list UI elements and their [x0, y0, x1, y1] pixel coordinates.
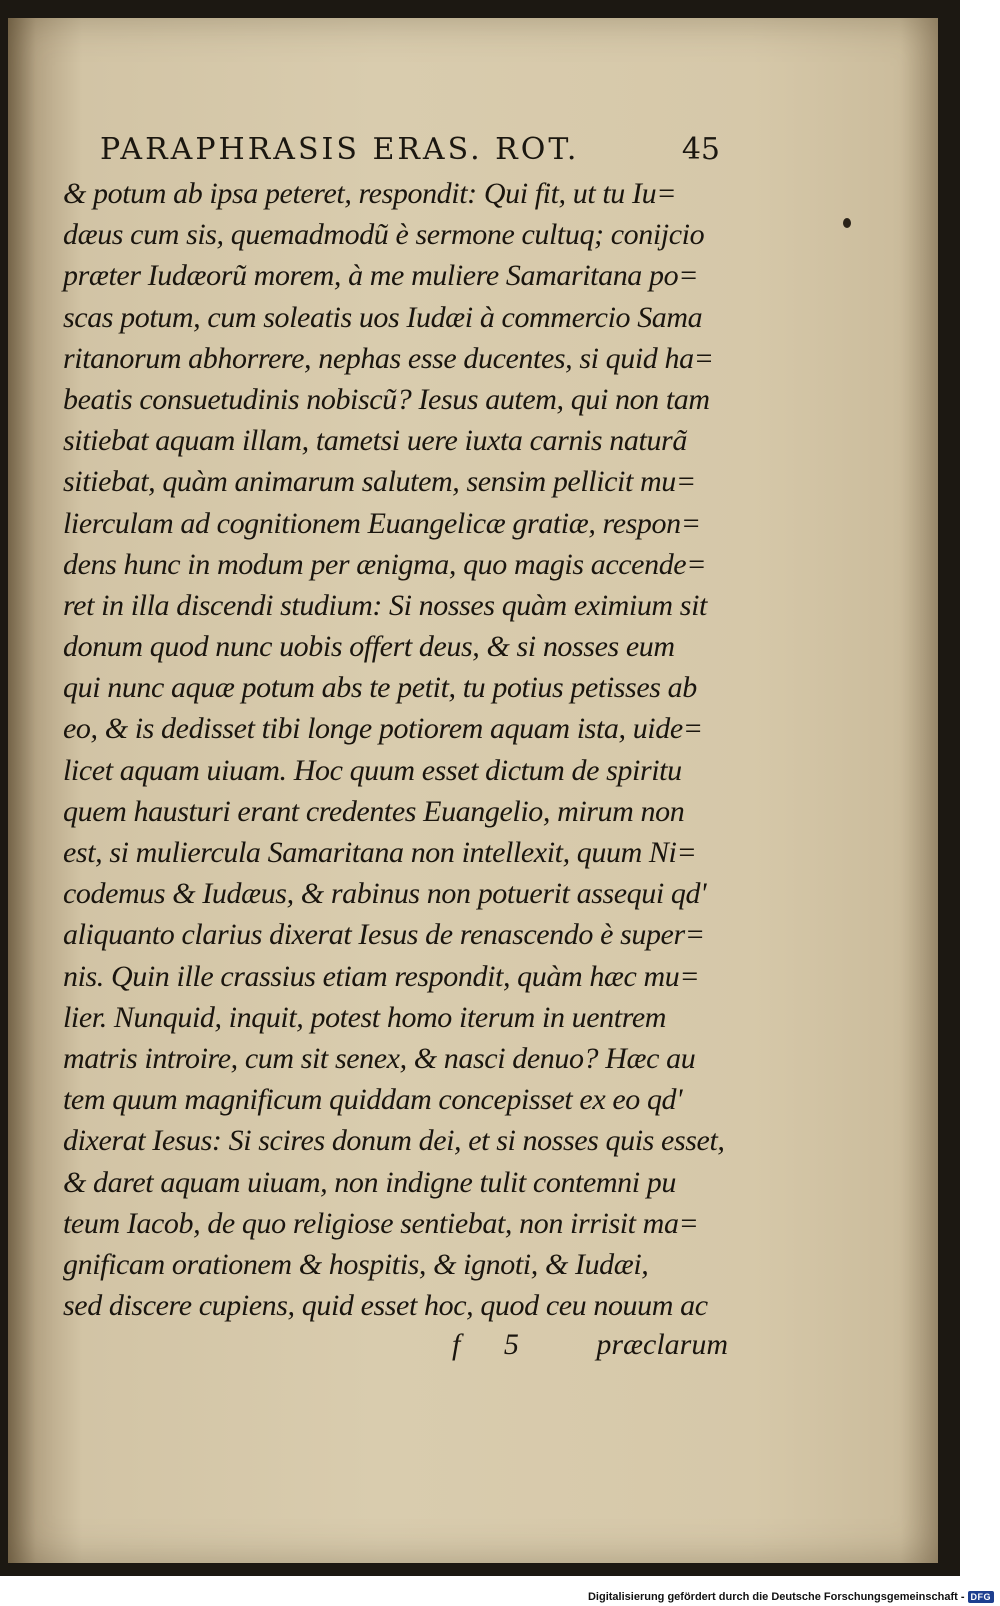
text-line: gnificam orationem & hospitis, & ignoti, & Iudæi, — [63, 1247, 649, 1281]
text-line: dixerat Iesus: Si scires donum dei, et si nosses quis esset, — [63, 1124, 725, 1158]
book-page — [8, 18, 938, 1563]
text-line: dens hunc in modum per ænigma, quo magis accende= — [63, 547, 707, 581]
text-line: scas potum, cum soleatis uos Iudæi à commercio Sama — [63, 300, 703, 334]
text-line: nis. Quin ille crassius etiam respondit, quàm hæc mu= — [63, 959, 700, 993]
page-footer — [438, 1328, 728, 1373]
text-line: ritanorum abhorrere, nephas esse ducentes, si quid ha= — [63, 341, 714, 375]
text-line: lier. Nunquid, inquit, potest homo iterum in uentrem — [63, 1000, 667, 1034]
text-line: codemus & Iudæus, & rabinus non potuerit assequi qd' — [63, 877, 707, 911]
text-line: donum quod nunc uobis offert deus, & si nosses eum — [63, 630, 675, 664]
text-line: tem quum magnificum quiddam concepisset ex eo qd' — [63, 1083, 683, 1117]
running-title: PARAPHRASIS ERAS. ROT. — [100, 132, 580, 167]
text-line: beatis consuetudinis nobiscũ? Iesus autem, qui non tam — [63, 382, 710, 416]
text-line: dæus cum sis, quemadmodũ è sermone cultuq; conijcio — [63, 218, 705, 252]
text-line: & potum ab ipsa peteret, respondit: Qui fit, ut tu Iu= — [63, 177, 677, 210]
text-line: lierculam ad cognitionem Euangelicæ gratiæ, respon= — [63, 506, 701, 540]
text-line: sitiebat, quàm animarum salutem, sensim pellicit mu= — [63, 465, 696, 499]
signature-mark: f 5 — [452, 1328, 537, 1361]
text-line: & daret aquam uiuam, non indigne tulit contemni pu — [63, 1165, 677, 1199]
text-line: teum Iacob, de quo religiose sentiebat, non irrisit ma= — [63, 1206, 699, 1240]
digitization-credit — [588, 1591, 994, 1603]
page-number: 45 — [681, 132, 720, 167]
text-line: sed discere cupiens, quid esset hoc, quod ceu nouum ac — [63, 1289, 708, 1323]
text-line: qui nunc aquæ potum abs te petit, tu potius petisses ab — [63, 671, 697, 705]
dfg-logo-icon: DFG — [968, 1591, 995, 1603]
text-line: aliquanto clarius dixerat Iesus de renascendo è super= — [63, 918, 705, 952]
text-line: eo, & is dedisset tibi longe potiorem aquam ista, uide= — [63, 712, 703, 746]
text-line: sitiebat aquam illam, tametsi uere iuxta carnis naturã — [63, 424, 687, 458]
text-line: quem hausturi erant credentes Euangelio, mirum non — [63, 794, 685, 828]
text-line: præter Iudæorũ morem, à me muliere Samaritana po= — [63, 259, 699, 293]
running-header — [100, 132, 720, 172]
body-text — [63, 173, 723, 1326]
text-line: matris introire, cum sit senex, & nasci denuo? Hæc au — [63, 1041, 696, 1075]
ink-blot — [843, 218, 851, 228]
credit-text: Digitalisierung gefördert durch die Deutsche Forschungsgemeinschaft - — [587, 1591, 965, 1603]
catchword: præclarum — [596, 1328, 728, 1361]
text-line: est, si muliercula Samaritana non intellexit, quum Ni= — [63, 836, 697, 869]
text-line: ret in illa discendi studium: Si nosses quàm eximium sit — [63, 588, 707, 622]
text-line: licet aquam uiuam. Hoc quum esset dictum de spiritu — [63, 753, 682, 787]
